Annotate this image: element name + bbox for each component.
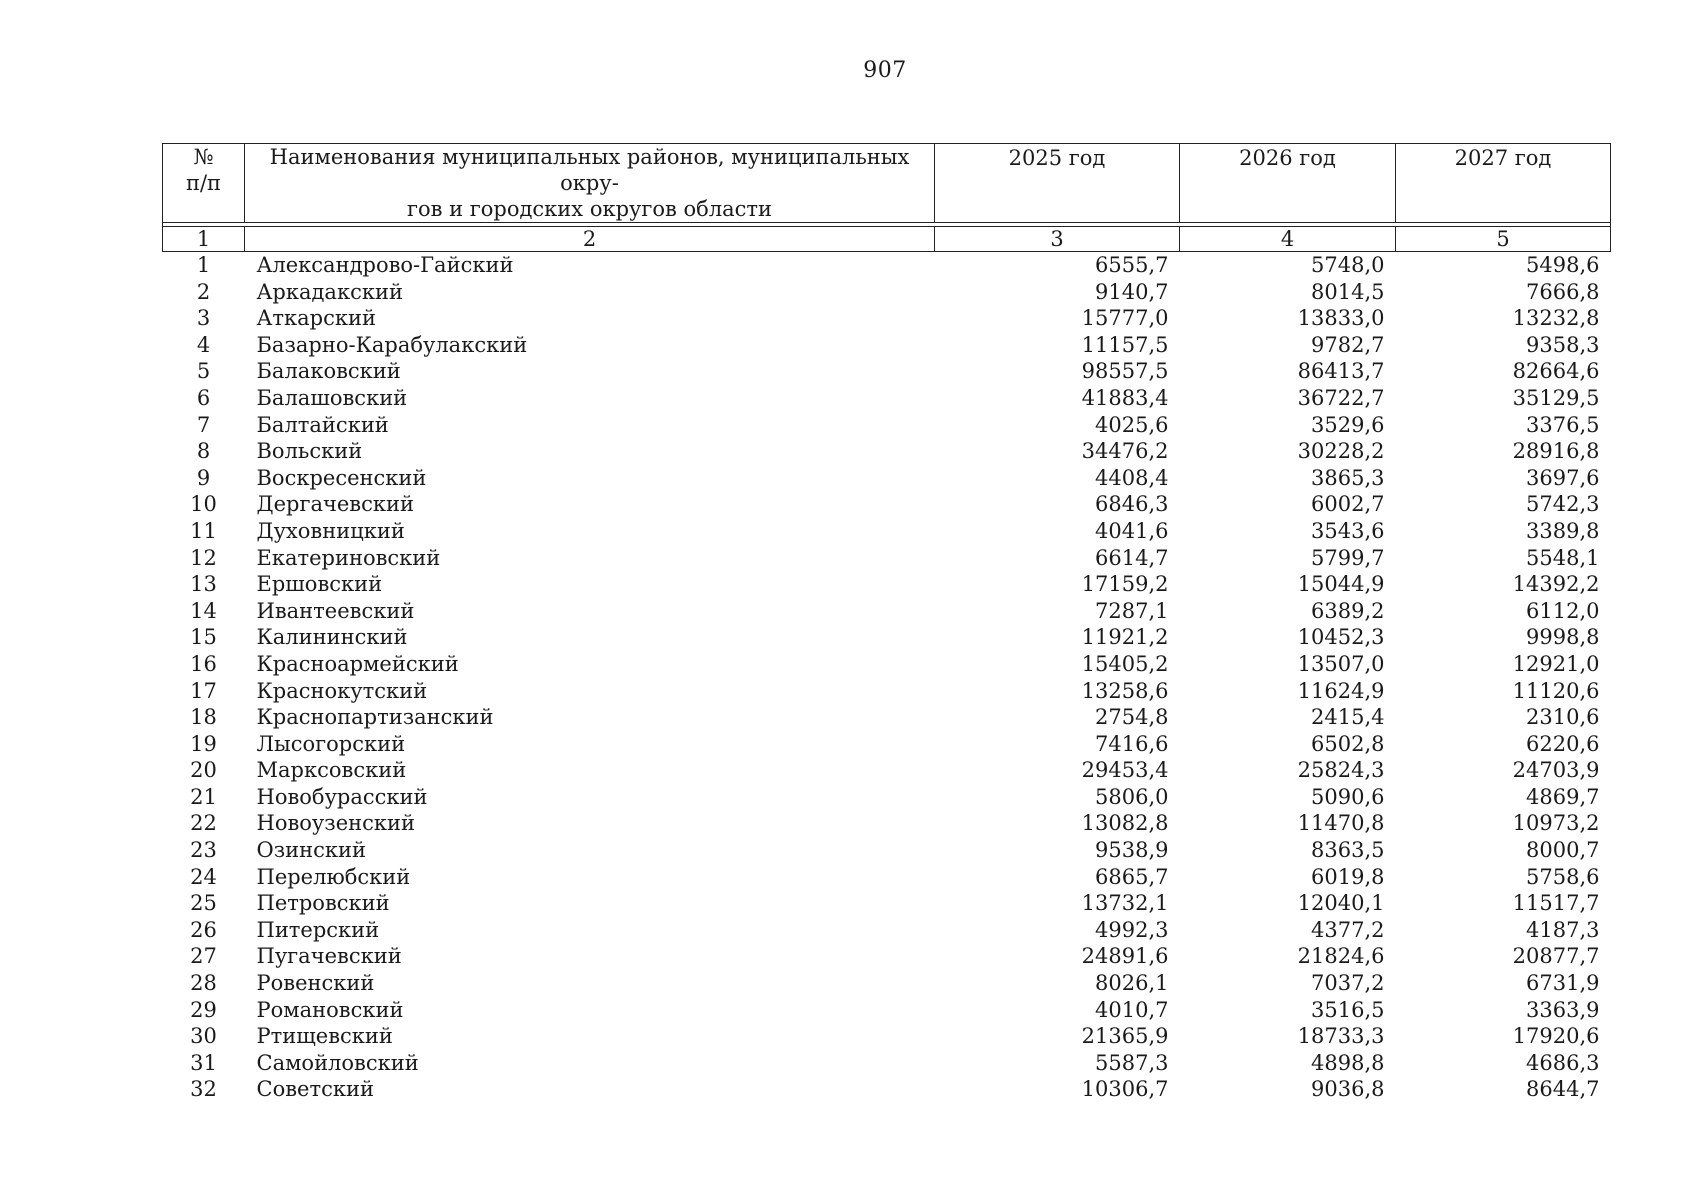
row-number: 2 [196,279,211,304]
table-row [163,518,1611,545]
value-2027: 3376,5 [1526,412,1600,437]
row-number: 5 [196,359,211,384]
row-number: 32 [190,1077,217,1102]
header-year-2025: 2025 год [935,144,1180,223]
row-number: 22 [190,811,217,836]
value-2026: 5799,7 [1311,545,1385,570]
column-index: 2 [245,227,935,252]
table-row [163,624,1611,651]
table-row [163,678,1611,705]
district-name: Озинский [256,838,367,863]
value-2027: 35129,5 [1512,385,1600,410]
value-2026: 18733,3 [1297,1024,1385,1049]
value-2026: 8363,5 [1311,838,1385,863]
district-name: Пугачевский [256,944,402,969]
table-row [163,997,1611,1024]
table-row [163,864,1611,891]
value-2026: 13833,0 [1297,306,1385,331]
row-number: 6 [196,385,211,410]
district-name: Самойловский [256,1050,419,1075]
value-2026: 36722,7 [1297,385,1385,410]
district-name: Краснопартизанский [256,705,494,730]
value-2027: 4686,3 [1526,1050,1600,1075]
table-row [163,598,1611,625]
value-2026: 11470,8 [1297,811,1385,836]
district-name: Новоузенский [256,811,416,836]
value-2025: 4408,4 [1095,465,1169,490]
value-2025: 98557,5 [1081,359,1169,384]
row-number: 20 [190,758,217,783]
value-2025: 5806,0 [1095,784,1169,809]
table-row [163,784,1611,811]
value-2026: 21824,6 [1297,944,1385,969]
table-row [163,252,1611,279]
row-number: 10 [190,492,217,517]
value-2026: 6002,7 [1311,492,1385,517]
table-row [163,491,1611,518]
table-row [163,332,1611,359]
value-2027: 6731,9 [1526,971,1600,996]
row-number: 31 [190,1050,217,1075]
value-2027: 3697,6 [1526,465,1600,490]
value-2027: 17920,6 [1512,1024,1600,1049]
district-name: Балтайский [256,412,389,437]
row-number: 24 [190,864,217,889]
value-2027: 6112,0 [1526,598,1600,623]
value-2025: 6846,3 [1095,492,1169,517]
value-2027: 4187,3 [1526,917,1600,942]
district-name: Красноармейский [256,651,459,676]
value-2026: 30228,2 [1297,439,1385,464]
value-2027: 3363,9 [1526,997,1600,1022]
district-name: Краснокутский [256,678,428,703]
value-2025: 9140,7 [1095,279,1169,304]
value-2027: 9998,8 [1526,625,1600,650]
row-number: 26 [190,917,217,942]
header-name [245,144,935,223]
value-2027: 11120,6 [1512,678,1600,703]
value-2027: 3389,8 [1526,518,1600,543]
value-2027: 8644,7 [1526,1077,1600,1102]
budget-table [162,143,1611,1103]
header-name-line2: гов и городских округов области [406,197,773,221]
value-2025: 6555,7 [1095,253,1169,277]
value-2026: 86413,7 [1297,359,1385,384]
district-name: Перелюбский [256,864,411,889]
value-2026: 6019,8 [1311,864,1385,889]
district-name: Ивантеевский [256,598,415,623]
district-name: Романовский [256,997,404,1022]
table-row [163,412,1611,439]
value-2027: 5758,6 [1526,864,1600,889]
table-row [163,917,1611,944]
value-2025: 7416,6 [1095,731,1169,756]
column-index: 3 [935,227,1180,252]
value-2027: 6220,6 [1526,731,1600,756]
value-2027: 20877,7 [1512,944,1600,969]
district-name: Калининский [256,625,408,650]
table-row [163,1076,1611,1103]
value-2027: 12921,0 [1512,651,1600,676]
value-2025: 9538,9 [1095,838,1169,863]
header-year-2027: 2027 год [1396,144,1611,223]
value-2027: 82664,6 [1512,359,1600,384]
value-2026: 3543,6 [1311,518,1385,543]
district-name: Ровенский [256,971,375,996]
value-2026: 9036,8 [1311,1077,1385,1102]
row-number: 21 [190,784,217,809]
table-row [163,943,1611,970]
column-index: 1 [163,227,245,252]
row-number: 14 [190,598,217,623]
value-2025: 15405,2 [1081,651,1169,676]
row-number: 1 [196,253,211,277]
table-row [163,837,1611,864]
table-row [163,358,1611,385]
value-2027: 2310,6 [1526,705,1600,730]
value-2025: 17159,2 [1081,572,1169,597]
value-2027: 4869,7 [1526,784,1600,809]
column-index-row [163,227,1611,252]
value-2026: 10452,3 [1297,625,1385,650]
value-2027: 11517,7 [1512,891,1600,916]
value-2026: 11624,9 [1297,678,1385,703]
row-number: 16 [190,651,217,676]
value-2025: 21365,9 [1081,1024,1169,1049]
value-2025: 29453,4 [1081,758,1169,783]
value-2027: 14392,2 [1512,572,1600,597]
value-2026: 5090,6 [1311,784,1385,809]
table-row [163,465,1611,492]
row-number: 3 [196,306,211,331]
value-2027: 24703,9 [1512,758,1600,783]
district-name: Марксовский [256,758,407,783]
row-number: 8 [196,439,211,464]
value-2026: 13507,0 [1297,651,1385,676]
value-2026: 3529,6 [1311,412,1385,437]
value-2025: 6865,7 [1095,864,1169,889]
table-row [163,305,1611,332]
value-2026: 12040,1 [1297,891,1385,916]
value-2025: 6614,7 [1095,545,1169,570]
table-row [163,279,1611,306]
row-number: 25 [190,891,217,916]
district-name: Балашовский [256,385,408,410]
table-row [163,970,1611,997]
value-2025: 7287,1 [1095,598,1169,623]
district-name: Базарно-Карабулакский [256,332,528,357]
table-row [163,651,1611,678]
value-2026: 9782,7 [1311,332,1385,357]
table-row [163,438,1611,465]
value-2025: 8026,1 [1095,971,1169,996]
value-2027: 8000,7 [1526,838,1600,863]
table-row [163,1023,1611,1050]
district-name: Балаковский [256,359,401,384]
district-name: Ершовский [256,572,383,597]
value-2026: 8014,5 [1311,279,1385,304]
row-number: 13 [190,572,217,597]
value-2025: 4010,7 [1095,997,1169,1022]
value-2025: 2754,8 [1095,705,1169,730]
value-2026: 6502,8 [1311,731,1385,756]
district-name: Ртищевский [256,1024,393,1049]
district-name: Питерский [256,917,380,942]
value-2025: 4041,6 [1095,518,1169,543]
value-2027: 7666,8 [1526,279,1600,304]
district-name: Дергачевский [256,492,414,517]
value-2027: 9358,3 [1526,332,1600,357]
row-number: 4 [196,332,211,357]
district-name: Воскресенский [256,465,427,490]
district-name: Новобурасский [256,784,428,809]
value-2025: 13258,6 [1081,678,1169,703]
row-number: 28 [190,971,217,996]
value-2025: 34476,2 [1081,439,1169,464]
district-name: Петровский [256,891,390,916]
value-2027: 5498,6 [1526,253,1600,277]
header-number-line2: п/п [185,171,222,195]
row-number: 23 [190,838,217,863]
value-2025: 13732,1 [1081,891,1169,916]
value-2025: 4992,3 [1095,917,1169,942]
district-name: Советский [256,1077,374,1102]
row-number: 9 [196,465,211,490]
row-number: 29 [190,997,217,1022]
row-number: 15 [190,625,217,650]
value-2027: 5548,1 [1526,545,1600,570]
header-year-2026: 2026 год [1180,144,1396,223]
district-name: Аткарский [256,306,376,331]
value-2026: 15044,9 [1297,572,1385,597]
table-row [163,757,1611,784]
district-name: Духовницкий [256,518,405,543]
district-name: Александрово-Гайский [256,253,514,277]
row-number: 17 [190,678,217,703]
value-2027: 10973,2 [1512,811,1600,836]
header-row [163,144,1611,223]
column-index: 4 [1180,227,1396,252]
row-number: 30 [190,1024,217,1049]
district-name: Аркадакский [256,279,403,304]
header-name-line1: Наименования муниципальных районов, муниципальных окру- [269,145,910,195]
page-number: 907 [863,58,907,83]
table-row [163,704,1611,731]
row-number: 18 [190,705,217,730]
value-2027: 28916,8 [1512,439,1600,464]
table-row [163,1050,1611,1077]
table-row [163,571,1611,598]
value-2026: 7037,2 [1311,971,1385,996]
value-2026: 6389,2 [1311,598,1385,623]
value-2027: 13232,8 [1512,306,1600,331]
district-name: Екатериновский [256,545,441,570]
value-2025: 15777,0 [1081,306,1169,331]
table-row [163,545,1611,572]
column-index: 5 [1396,227,1611,252]
table-row [163,731,1611,758]
table-row [163,810,1611,837]
header-number [163,144,245,223]
value-2025: 10306,7 [1081,1077,1169,1102]
header-number-line1: № [193,145,214,169]
value-2025: 4025,6 [1095,412,1169,437]
value-2026: 5748,0 [1311,253,1385,277]
value-2025: 41883,4 [1081,385,1169,410]
row-number: 27 [190,944,217,969]
value-2027: 5742,3 [1526,492,1600,517]
table-row [163,385,1611,412]
value-2026: 2415,4 [1311,705,1385,730]
district-name: Вольский [256,439,363,464]
district-name: Лысогорский [256,731,406,756]
row-number: 19 [190,731,217,756]
value-2026: 3865,3 [1311,465,1385,490]
value-2026: 3516,5 [1311,997,1385,1022]
table-body [163,252,1611,1104]
value-2026: 25824,3 [1297,758,1385,783]
value-2026: 4377,2 [1311,917,1385,942]
value-2025: 5587,3 [1095,1050,1169,1075]
value-2026: 4898,8 [1311,1050,1385,1075]
value-2025: 11157,5 [1081,332,1169,357]
value-2025: 24891,6 [1081,944,1169,969]
value-2025: 13082,8 [1081,811,1169,836]
row-number: 11 [190,518,217,543]
row-number: 7 [196,412,211,437]
table-row [163,890,1611,917]
value-2025: 11921,2 [1081,625,1169,650]
row-number: 12 [190,545,217,570]
